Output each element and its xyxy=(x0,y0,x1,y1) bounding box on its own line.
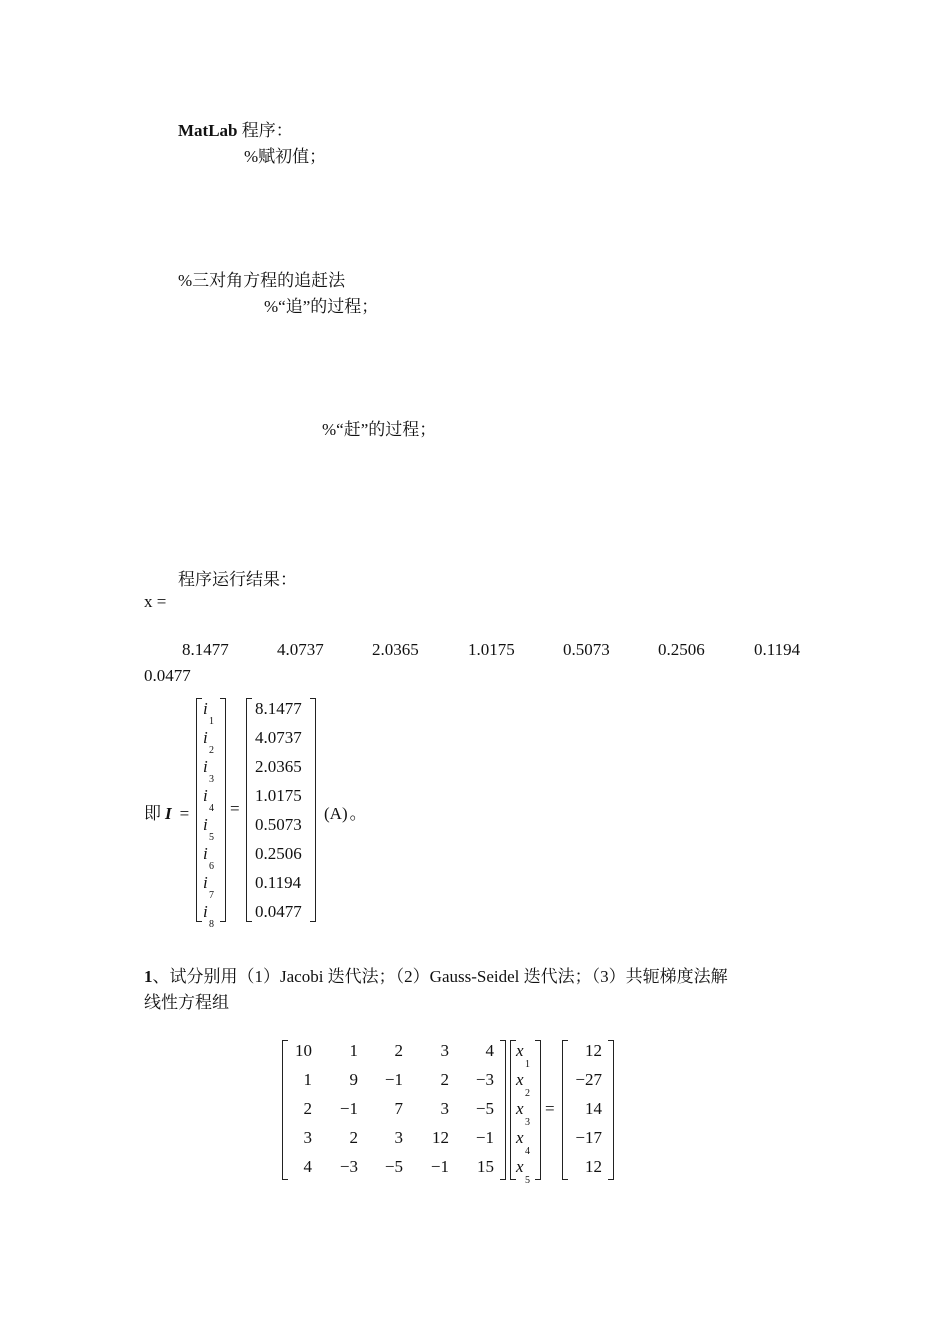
rhs-value: −17 xyxy=(575,1128,602,1147)
x-value: 2.0365 xyxy=(372,640,419,659)
i-sub: 8 xyxy=(209,919,214,930)
x-var: x xyxy=(516,1041,524,1060)
matrix-cell: 1 xyxy=(303,1070,312,1089)
problem-1-line2: 线性方程组 xyxy=(144,993,229,1012)
bracket-right xyxy=(310,698,316,922)
i-var: i xyxy=(203,757,208,776)
x-var: x xyxy=(516,1128,524,1147)
matrix-cell: −1 xyxy=(475,1128,494,1147)
comment-init: %赋初值； xyxy=(244,147,327,166)
vector-value: 0.0477 xyxy=(255,902,302,921)
matrix-cell: 2 xyxy=(349,1128,358,1147)
matlab-label: MatLab xyxy=(178,121,238,140)
bracket-right xyxy=(500,1040,506,1180)
x-var: x xyxy=(516,1099,524,1118)
x-value: 4.0737 xyxy=(277,640,324,659)
bracket-right xyxy=(608,1040,614,1180)
i-var: i xyxy=(203,873,208,892)
comment-back: %“赶”的过程； xyxy=(322,420,437,439)
vector-value: 0.5073 xyxy=(255,815,302,834)
matrix-cell: −5 xyxy=(384,1157,403,1176)
equals-sign: = xyxy=(179,804,190,823)
equals-sign-3: = xyxy=(545,1099,555,1118)
comment-tridiag: %三对角方程的追赶法 xyxy=(178,271,346,290)
matrix-cell: 3 xyxy=(394,1128,403,1147)
x-var: x xyxy=(516,1070,524,1089)
end-punct: 。 xyxy=(349,804,367,823)
vector-value: 0.1194 xyxy=(255,873,302,892)
i-sub: 6 xyxy=(209,861,214,872)
i-var: i xyxy=(203,815,208,834)
matrix-cell: 2 xyxy=(303,1099,312,1118)
matrix-cell: 3 xyxy=(440,1041,449,1060)
vector-value: 1.0175 xyxy=(255,786,302,805)
matrix-cell: −3 xyxy=(475,1070,494,1089)
bracket-right xyxy=(535,1040,541,1180)
matrix-cell: 10 xyxy=(295,1041,312,1060)
i-sub: 5 xyxy=(209,832,214,843)
matrix-cell: 3 xyxy=(440,1099,449,1118)
x-sub: 5 xyxy=(525,1175,530,1186)
bracket-left xyxy=(246,698,252,922)
rhs-value: 12 xyxy=(585,1157,602,1176)
rhs-value: 12 xyxy=(585,1041,602,1060)
comment-chase: %“追”的过程； xyxy=(264,297,379,316)
x-value: 1.0175 xyxy=(468,640,515,659)
x-value: 0.2506 xyxy=(658,640,705,659)
x-sub: 2 xyxy=(525,1088,530,1099)
vector-value: 8.1477 xyxy=(255,699,302,718)
x-sub: 1 xyxy=(525,1059,530,1070)
result-heading: 程序运行结果： xyxy=(178,570,297,589)
x-value: 0.5073 xyxy=(563,640,610,659)
unit-text: (A) xyxy=(324,804,348,823)
matrix-cell: −1 xyxy=(430,1157,449,1176)
i-sub: 3 xyxy=(209,774,214,785)
i-sub: 4 xyxy=(209,803,214,814)
vector-value: 0.2506 xyxy=(255,844,302,863)
i-sub: 7 xyxy=(209,890,214,901)
i-sub: 1 xyxy=(209,716,214,727)
matrix-cell: 2 xyxy=(394,1041,403,1060)
matrix-cell: 2 xyxy=(440,1070,449,1089)
matrix-cell: 7 xyxy=(394,1099,403,1118)
i-var: i xyxy=(203,699,208,718)
symbol-I: I xyxy=(165,804,172,823)
matrix-cell: 4 xyxy=(303,1157,312,1176)
matrix-cell: 9 xyxy=(349,1070,358,1089)
matrix-cell: −1 xyxy=(384,1070,403,1089)
unit-label xyxy=(324,799,367,824)
x-sub: 4 xyxy=(525,1146,530,1157)
rhs-value: −27 xyxy=(575,1070,602,1089)
prefix-text: 即 xyxy=(144,804,161,823)
matrix-cell: 4 xyxy=(485,1041,494,1060)
x-var: x xyxy=(516,1157,524,1176)
matrix-cell: −1 xyxy=(339,1099,358,1118)
matrix-cell: 3 xyxy=(303,1128,312,1147)
matrix-cell: −3 xyxy=(339,1157,358,1176)
matrix-cell: 12 xyxy=(432,1128,449,1147)
x-value: 0.1194 xyxy=(754,640,801,659)
bracket-right xyxy=(220,698,226,922)
vector-value: 2.0365 xyxy=(255,757,302,776)
bracket-left xyxy=(196,698,202,922)
matlab-heading xyxy=(178,116,293,141)
rhs-value: 14 xyxy=(585,1099,602,1118)
problem-number: 1 xyxy=(144,967,153,986)
matrix-cell: 15 xyxy=(477,1157,494,1176)
problem-1-line1 xyxy=(144,962,728,987)
equation-prefix xyxy=(144,799,189,824)
x-sub: 3 xyxy=(525,1117,530,1128)
matrix-cell: −5 xyxy=(475,1099,494,1118)
equals-sign-2: = xyxy=(230,799,240,818)
i-sub: 2 xyxy=(209,745,214,756)
i-var: i xyxy=(203,844,208,863)
x-label: x = xyxy=(144,592,167,611)
i-var: i xyxy=(203,902,208,921)
vector-value: 4.0737 xyxy=(255,728,302,747)
i-var: i xyxy=(203,786,208,805)
matrix-cell: 1 xyxy=(349,1041,358,1060)
i-var: i xyxy=(203,728,208,747)
x-value-last: 0.0477 xyxy=(144,666,191,685)
x-value: 8.1477 xyxy=(182,640,229,659)
matlab-label-rest: 程序： xyxy=(237,121,293,140)
problem-text: 、试分别用（1）Jacobi 迭代法；（2）Gauss-Seidel 迭代法；（3）共轭梯度法解 xyxy=(152,967,728,986)
